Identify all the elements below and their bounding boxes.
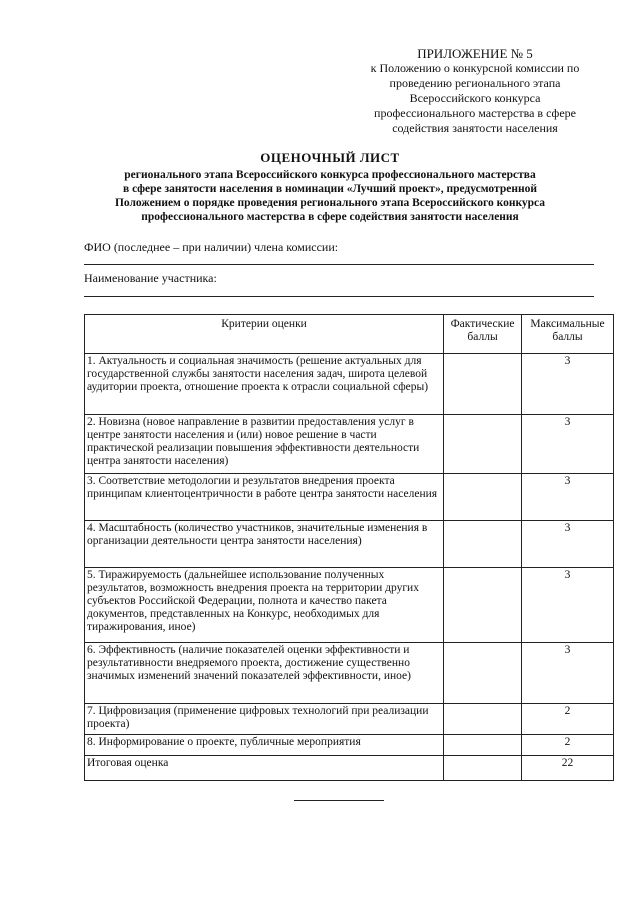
header-actual: Фактические баллы <box>444 315 522 354</box>
actual-score-cell[interactable] <box>444 415 522 474</box>
criterion-cell: 3. Соответствие методологии и результатов внедрения проекта принципам клиентоцентричности в работе центра занятости населения <box>85 474 444 521</box>
max-score-cell: 3 <box>522 415 614 474</box>
max-score-cell: 3 <box>522 568 614 643</box>
criterion-cell: 5. Тиражируемость (дальнейшее использование полученных результатов, возможность внедрения проекта на территории других субъектов Российской Федерации, полнота и качество пакета документов, представленных на Конкурс, необходимых для тиражирования, иное) <box>85 568 444 643</box>
actual-score-cell[interactable] <box>444 643 522 704</box>
appendix-line: проведению регионального этапа <box>389 76 561 90</box>
max-score-cell: 2 <box>522 704 614 735</box>
table-row <box>85 735 614 756</box>
table-row <box>85 415 614 474</box>
actual-score-cell[interactable] <box>444 735 522 756</box>
signature-line <box>294 800 384 801</box>
subtitle-line: профессионального мастерства в сфере содействия занятости населения <box>141 211 519 223</box>
total-row <box>85 756 614 781</box>
criterion-cell: 8. Информирование о проекте, публичные мероприятия <box>85 735 444 756</box>
max-score-cell: 3 <box>522 354 614 415</box>
total-label: Итоговая оценка <box>85 756 444 781</box>
document-title: ОЦЕНОЧНЫЙ ЛИСТ <box>260 150 400 165</box>
appendix-heading: ПРИЛОЖЕНИЕ № 5 <box>417 46 533 61</box>
criteria-table <box>84 314 614 781</box>
fio-label: ФИО (последнее – при наличии) члена комиссии: <box>84 240 339 254</box>
actual-score-cell[interactable] <box>444 354 522 415</box>
table-row <box>85 354 614 415</box>
max-score-cell: 2 <box>522 735 614 756</box>
criterion-cell: 6. Эффективность (наличие показателей оценки эффективности и результативности внедряемого проекта, достижение существенно значимых изменений значений показателей эффективности, иное) <box>85 643 444 704</box>
criterion-cell: 2. Новизна (новое направление в развитии предоставления услуг в центре занятости населения и (или) новое решение в части практической реализации повышения эффективности деятельности центра занятости населения) <box>85 415 444 474</box>
fio-fill-line[interactable] <box>84 264 594 265</box>
total-max-cell: 22 <box>522 756 614 781</box>
actual-score-cell[interactable] <box>444 521 522 568</box>
table-row <box>85 704 614 735</box>
document-subtitle <box>60 168 600 224</box>
appendix-line: профессионального мастерства в сфере <box>374 106 576 120</box>
participant-fill-line[interactable] <box>84 296 594 297</box>
appendix-line: к Положению о конкурсной комиссии по <box>370 61 580 75</box>
criterion-cell: 4. Масштабность (количество участников, значительные изменения в организации деятельности центра занятости населения) <box>85 521 444 568</box>
subtitle-line: в сфере занятости населения в номинации «Лучший проект», предусмотренной <box>123 183 537 195</box>
criterion-cell: 1. Актуальность и социальная значимость (решение актуальных для государственной службы занятости населения задач, широта целевой аудитории проекта, отношение проекта к отрасли социальной сферы) <box>85 354 444 415</box>
total-actual-cell[interactable] <box>444 756 522 781</box>
max-score-cell: 3 <box>522 643 614 704</box>
table-row <box>85 643 614 704</box>
subtitle-line: Положением о порядке проведения регионального этапа Всероссийского конкурса <box>114 197 546 209</box>
participant-label: Наименование участника: <box>84 271 217 285</box>
table-row <box>85 474 614 521</box>
actual-score-cell[interactable] <box>444 704 522 735</box>
header-max: Максимальные баллы <box>522 315 614 354</box>
criterion-cell: 7. Цифровизация (применение цифровых технологий при реализации проекта) <box>85 704 444 735</box>
actual-score-cell[interactable] <box>444 568 522 643</box>
table-row <box>85 568 614 643</box>
header-criteria: Критерии оценки <box>85 315 444 354</box>
max-score-cell: 3 <box>522 474 614 521</box>
appendix-block <box>340 46 610 136</box>
subtitle-line: регионального этапа Всероссийского конкурса профессионального мастерства <box>124 169 536 181</box>
appendix-line: содействия занятости населения <box>392 121 558 135</box>
table-row <box>85 521 614 568</box>
table-header-row <box>85 315 614 354</box>
appendix-line: Всероссийского конкурса <box>409 91 541 105</box>
actual-score-cell[interactable] <box>444 474 522 521</box>
max-score-cell: 3 <box>522 521 614 568</box>
